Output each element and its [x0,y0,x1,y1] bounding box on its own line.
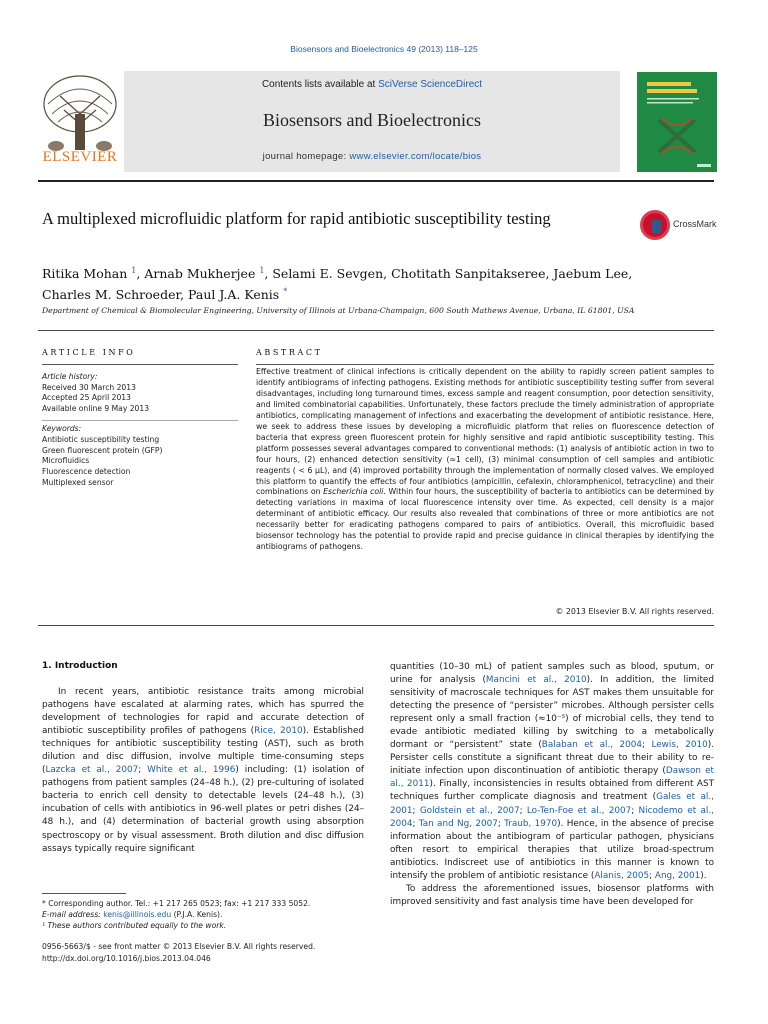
issn-line: 0956-5663/$ - see front matter © 2013 Elsevier B.V. All rights reserved. [42,942,316,951]
body-paragraph: To address the aforementioned issues, biosensor platforms with improved sensitivity and fast analysis time have been developed for [390,883,714,907]
keyword-item: Antibiotic susceptibility testing [42,434,160,444]
citation-link[interactable]: Dawson et al., 2011 [390,766,714,790]
body-text: ; [412,805,420,816]
received-date: Received 30 March 2013 [42,382,136,392]
keywords-block [42,424,238,489]
abstract-bottom-rule [38,625,714,626]
contents-line [124,79,620,90]
introduction-column-right [390,661,714,909]
footnote-rule [42,893,126,894]
homepage-prefix: journal homepage: [262,151,350,162]
crossmark-bookmark-icon [652,220,661,233]
keywords-label: Keywords: [42,424,82,433]
sciencedirect-link[interactable]: SciVerse ScienceDirect [378,79,483,90]
contents-prefix: Contents lists available at [261,79,379,90]
body-text: ; [412,818,419,829]
article-info-heading: ARTICLE INFO [42,348,136,357]
body-text: ). [700,870,707,881]
cover-artwork [637,72,717,172]
email-suffix: (P.J.A. Kenis). [171,910,223,920]
author-footnote-marker[interactable]: 1 [131,266,137,275]
keyword-item: Multiplexed sensor [42,477,114,487]
corresponding-author-marker[interactable]: * [283,287,288,297]
equal-contribution-note: ¹ These authors contributed equally to the work. [42,921,227,931]
citation-link[interactable]: Goldstein et al., 2007 [419,805,520,816]
citation-link[interactable]: Rice, 2010 [254,726,303,737]
citation-link[interactable]: Traub, 1970 [504,818,558,829]
body-text: ; [497,818,505,829]
corresponding-author-note: * Corresponding author. Tel.: +1 217 265 0523; fax: +1 217 333 5052. [42,899,311,908]
citation-link[interactable]: Alanis, 2005 [594,870,650,881]
crossmark-icon [640,210,670,240]
body-text: In recent years, antibiotic resistance traits among microbial pathogens have escalated at alarming rates, which has spurred the development of technologies for rapid and accurate detection of antibiotic susceptibility profiles of pathogens ( [42,687,364,737]
citation-link[interactable]: Lazcka et al., 2007 [45,765,139,776]
keyword-item: Green fluorescent protein (GFP) [42,445,163,455]
body-text: ). Persister cells constitute a significant threat due to their ability to re-initiate infection upon discontinuation of antibiotic therapy ( [390,740,715,777]
author-names[interactable]: Charles M. Schroeder, Paul J.A. Kenis [42,287,284,303]
citation-link[interactable]: Ang, 2001 [654,870,701,881]
citation-link[interactable]: Lewis, 2010 [651,740,708,751]
masthead-rule [38,180,714,182]
body-text: ; [631,805,639,816]
footnotes [42,898,364,932]
article-info-separator [42,420,238,421]
body-text: ). Established techniques for antibiotic susceptibility testing (AST), such as broth dilution and disc diffusion, involve multiple time-consuming steps ( [42,726,364,776]
journal-reference[interactable]: Biosensors and Bioelectronics 49 (2013) 118–125 [290,44,478,54]
abstract-text: Effective treatment of clinical infections is critically dependent on the ability to rapidly screen patient samples to identify antibiograms of infecting pathogens. Existing methods for antibiotic susceptibility testing suffer from several disadvantages, including long turnaround times, excess sample and reagent consumption, poor detection sensitivity, and limited combinatorial capabilities. Unfortunately, these factors preclude the timely administration of appropriate antibiotics, complicating management of infections and exacerbating the development of antibiotic resistance. Here, we seek to address these issues by developing a microfluidic platform that relies on fluorescence detection of bacteria that express green fluorescent protein for highly sensitive and rapid antibiotic susceptibility testing. This platform possesses several advantages compared to conventional methods: (1) analysis of antibiotic action in two to four hours, (2) enhanced detection sensitivity (≈1 cell), (3) minimal consumption of cell samples and antibiotic reagents ( < 6 μL), and (4) improved portability through the implementation of normally closed valves. We employed this platform to quantify the effects of four antibiotics (ampicillin, cefalexin, chloramphenicol, tetracycline) and their combinations on [256,367,714,497]
body-text: ; [519,805,527,816]
introduction-column-left [42,686,364,856]
history-label: Article history: [42,372,98,381]
keyword-item: Microfluidics [42,456,90,466]
author-list [42,262,682,304]
publication-metadata [42,941,382,964]
body-text: quantities (10–30 mL) of patient samples such as blood, sputum, or urine for analysis ( [390,662,714,686]
body-text: ; [649,870,655,881]
organism-name: Escherichia coli [323,487,384,497]
citation-link[interactable]: Gales et al., 2001 [390,792,714,816]
citation-link[interactable]: Nicodemo et al., 2004 [390,805,714,829]
doi-link[interactable]: http://dx.doi.org/10.1016/j.bios.2013.04.046 [42,953,211,963]
accepted-date: Accepted 25 April 2013 [42,393,131,402]
homepage-line [124,151,620,162]
citation-link[interactable]: Tan and Ng, 2007 [418,818,498,829]
article-info-rule [42,364,238,365]
email-note [42,909,364,920]
author-names[interactable]: , Selami E. Sevgen, Chotitath Sanpitakseree, Jaebum Lee, [264,266,633,282]
journal-cover-thumbnail[interactable] [637,72,717,172]
email-link[interactable]: kenis@illinois.edu [103,910,172,920]
citation-link[interactable]: Mancini et al., 2010 [485,675,587,686]
body-text: ; [138,765,148,776]
crossmark-label: CrossMark [673,219,717,229]
body-text: ; [642,740,652,751]
section-divider [38,330,714,331]
citation-link[interactable]: Balaban et al., 2004 [541,740,643,751]
journal-title: Biosensors and Bioelectronics [263,110,481,130]
body-text: ). In addition, the limited sensitivity of macroscale techniques for AST makes them unsuitable for detecting the presence of “persister” microbes. Although persister cells represent only a small fraction (≈10⁻⁵) of microbial cells, they tend to evade antibiotic mediated killing by switching to a metabolically dormant or “persistent” state ( [390,675,714,751]
article-title: A multiplexed microfluidic platform for rapid antibiotic susceptibility testing [42,209,551,228]
abstract-text: . Within four hours, the susceptibility of bacteria to antibiotics can be determined by detecting variations in maxima of local fluorescence intensity over time. As expected, cell density is a major determinant of antibiotic efficacy. Our results also revealed that combinations of three or more antibiotics are not necessarily better for eradicating pathogens compared to pairs of antibiotics. Overall, this microfluidic based biosensor technology has the potential to provide rapid and precise guidance in clinical therapies by identifying the antibiograms of pathogens. [256,487,715,552]
email-label: E-mail address: [42,910,104,920]
citation-link[interactable]: Lo-Ten-Foe et al., 2007 [526,805,632,816]
abstract-heading: ABSTRACT [256,348,323,357]
abstract-copyright: © 2013 Elsevier B.V. All rights reserved. [555,607,714,616]
homepage-link[interactable]: www.elsevier.com/locate/bios [349,151,482,162]
author-name[interactable]: Ritika Mohan [42,266,132,282]
elsevier-wordmark: ELSEVIER [42,149,118,165]
keyword-item: Fluorescence detection [42,467,131,477]
abstract-rule [256,364,714,365]
author-affiliation: Department of Chemical & Biomolecular Engineering, University of Illinois at Urbana-Champaign, 600 South Mathews Avenue, Urbana, IL 61801, USA [42,306,635,315]
crossmark-badge[interactable] [640,210,722,240]
citation-link[interactable]: White et al., 1996 [147,765,236,776]
online-date: Available online 9 May 2013 [42,403,150,413]
body-text: ) including: (1) isolation of pathogens from patient samples (24–48 h.), (2) pre-culturing of isolated bacteria to enrich cell density to detectable levels (24–48 h.), (3) incubation of cells with antibiotics in 96-well plates or petri dishes (24–48 h.), and (4) determination of bacterial growth using absorption spectroscopy or by visual assessment. Broth dilution and disc diffusion assays typically require significant [42,765,364,854]
body-text: ). Hence, in the absence of precise information about the antibiogram of particular pathogen, physicians often resort to empirical therapies that utilize broad-spectrum antibiotics. Indiscreet use of antibiotics in this manner is known to intensify the problem of antibiotic resistance ( [390,818,714,881]
introduction-heading: 1. Introduction [42,661,118,671]
author-name[interactable]: , Arnab Mukherjee [136,266,260,282]
abstract-body [256,367,714,553]
journal-masthead [124,71,620,172]
author-footnote-marker[interactable]: 1 [259,266,265,275]
article-history [42,372,238,414]
body-text: ). Finally, inconsistencies in results obtained from different AST techniques further complicate diagnosis and treatment ( [390,779,714,803]
